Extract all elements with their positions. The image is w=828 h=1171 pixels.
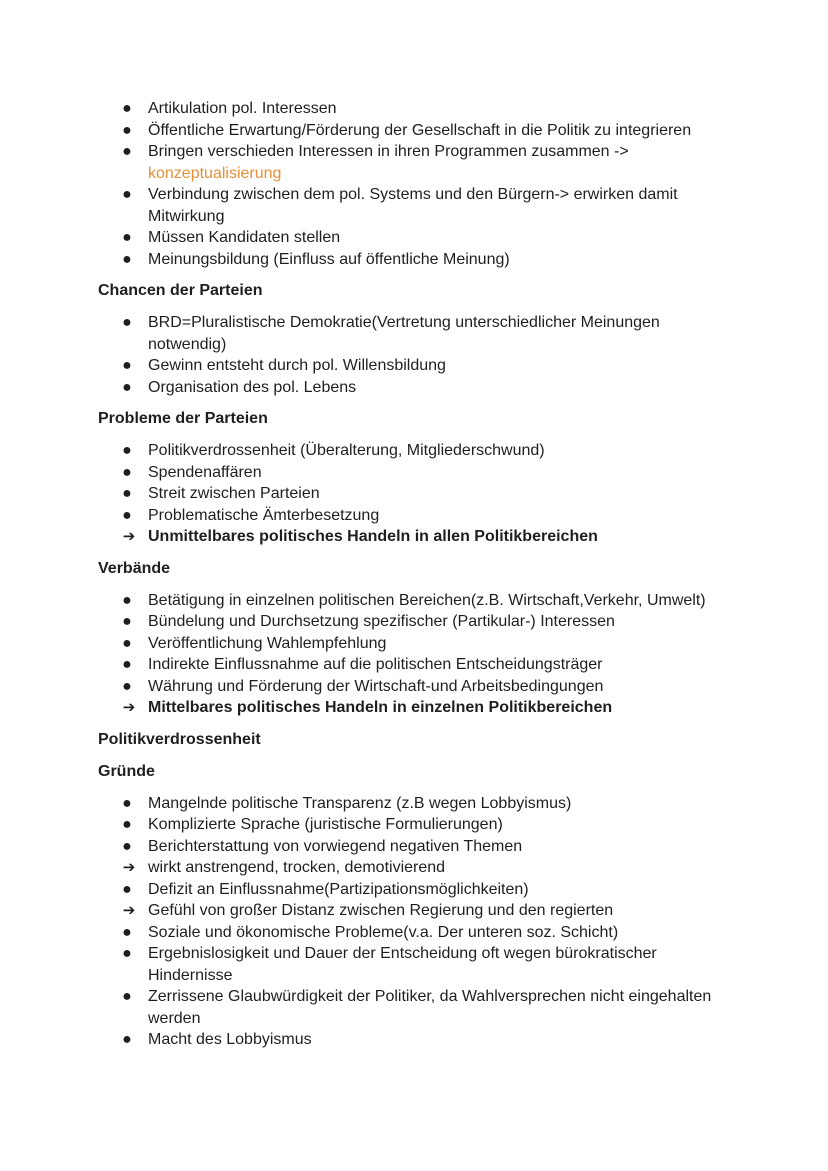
- bullet-icon: ●: [122, 143, 132, 160]
- chancen-list: [0, 312, 828, 398]
- heading-politikverdrossenheit: Politikverdrossenheit: [98, 730, 261, 748]
- list-item: [0, 814, 828, 836]
- list-item: [0, 654, 828, 676]
- heading-chancen: Chancen der Parteien: [98, 282, 263, 299]
- bullet-icon: ●: [122, 250, 132, 268]
- probleme-list: [0, 440, 828, 548]
- list-item-text: Betätigung in einzelnen politischen Bereichen(z.B. Wirtschaft,Verkehr, Umwelt): [148, 591, 706, 609]
- highlighted-term: konzeptualisierung: [148, 164, 282, 182]
- list-item: [0, 590, 828, 612]
- gruende-list: [0, 793, 828, 1051]
- heading-verbaende: Verbände: [98, 559, 171, 577]
- heading-gruende: Gründe: [98, 762, 155, 780]
- list-item-text: Bündelung und Durchsetzung spezifischer (Partikular-) Interessen: [148, 613, 615, 630]
- bullet-icon: ●: [122, 837, 132, 855]
- list-item-text: Meinungsbildung (Einfluss auf öffentliche Meinung): [148, 250, 510, 268]
- heading-probleme: Probleme der Parteien: [98, 410, 268, 427]
- list-item-text: Verbindung zwischen dem pol. Systems und den Bürgern-> erwirken damit Mitwirkung: [148, 186, 678, 225]
- list-item-text: Spendenaffären: [148, 463, 262, 481]
- list-item-text: Währung und Förderung der Wirtschaft-und Arbeitsbedingungen: [148, 677, 604, 695]
- arrow-icon: ➔: [122, 528, 136, 545]
- list-item: [0, 900, 828, 922]
- bullet-icon: ●: [122, 463, 132, 481]
- bullet-icon: ●: [122, 186, 132, 203]
- bullet-icon: ●: [122, 634, 132, 652]
- list-item: [0, 505, 828, 527]
- bullet-icon: ●: [122, 988, 132, 1005]
- list-item: [0, 1029, 828, 1051]
- bullet-icon: ●: [122, 816, 132, 833]
- verbaende-list: [0, 590, 828, 719]
- list-item: [0, 676, 828, 698]
- list-item: [0, 98, 828, 120]
- list-item-text: Artikulation pol. Interessen: [148, 100, 337, 117]
- list-item: [0, 355, 828, 377]
- bullet-icon: ●: [122, 677, 132, 695]
- list-item-text: Veröffentlichung Wahlempfehlung: [148, 634, 387, 652]
- list-item-text: Macht des Lobbyismus: [148, 1031, 312, 1048]
- list-item: [0, 120, 828, 142]
- bullet-icon: ●: [122, 880, 132, 898]
- bullet-icon: ●: [122, 923, 132, 941]
- bullet-icon: ●: [122, 613, 132, 630]
- list-item: [0, 227, 828, 249]
- bullet-icon: ●: [122, 357, 132, 374]
- list-item-text: Müssen Kandidaten stellen: [148, 229, 341, 246]
- list-item-text: Politikverdrossenheit (Überalterung, Mitgliederschwund): [148, 442, 545, 459]
- intro-list: [0, 98, 828, 270]
- list-item-text: Öffentliche Erwartung/Förderung der Gesellschaft in die Politik zu integrieren: [148, 121, 692, 139]
- list-item-text: Berichterstattung von vorwiegend negativen Themen: [148, 837, 523, 855]
- bullet-icon: ●: [122, 378, 132, 396]
- bullet-icon: ●: [122, 121, 132, 139]
- arrow-icon: ➔: [122, 859, 136, 876]
- bullet-icon: ●: [122, 945, 132, 962]
- list-item-text: BRD=Pluralistische Demokratie(Vertretung unterschiedlicher Meinungen notwendig): [148, 314, 660, 353]
- list-item-text: Mittelbares politisches Handeln in einzelnen Politikbereichen: [148, 699, 613, 716]
- list-item: [0, 986, 828, 1029]
- bullet-icon: ●: [122, 442, 132, 459]
- list-item-text: Streit zwischen Parteien: [148, 485, 320, 502]
- list-item: [0, 879, 828, 901]
- bullet-icon: ●: [122, 1031, 132, 1048]
- list-item: [0, 697, 828, 719]
- list-item-text: Indirekte Einflussnahme auf die politischen Entscheidungsträger: [148, 656, 603, 673]
- bullet-icon: ●: [122, 591, 132, 609]
- list-item: [0, 633, 828, 655]
- list-item: [0, 249, 828, 271]
- arrow-icon: ➔: [122, 902, 136, 919]
- list-item: [0, 922, 828, 944]
- list-item: [0, 184, 828, 227]
- bullet-icon: ●: [122, 794, 132, 812]
- list-item: [0, 526, 828, 548]
- list-item: [0, 836, 828, 858]
- bullet-icon: ●: [122, 314, 132, 331]
- arrow-icon: ➔: [122, 699, 136, 716]
- bullet-icon: ●: [122, 229, 132, 246]
- list-item-text: Soziale und ökonomische Probleme(v.a. Der unteren soz. Schicht): [148, 923, 619, 941]
- list-item-text: wirkt anstrengend, trocken, demotivierend: [148, 859, 446, 876]
- document-content: [0, 98, 828, 1051]
- list-item: [0, 943, 828, 986]
- bullet-icon: ●: [122, 656, 132, 673]
- list-item: [0, 141, 828, 184]
- list-item: [0, 483, 828, 505]
- bullet-icon: ●: [122, 100, 132, 117]
- list-item-text: Gefühl von großer Distanz zwischen Regierung und den regierten: [148, 902, 614, 919]
- list-item-text: Komplizierte Sprache (juristische Formulierungen): [148, 816, 503, 833]
- list-item: [0, 793, 828, 815]
- list-item-text: Gewinn entsteht durch pol. Willensbildung: [148, 357, 446, 374]
- list-item-text: Ergebnislosigkeit und Dauer der Entscheidung oft wegen bürokratischer Hindernisse: [148, 945, 657, 984]
- list-item: [0, 377, 828, 399]
- list-item-text: Bringen verschieden Interessen in ihren Programmen zusammen ->: [148, 143, 629, 160]
- list-item-text: Zerrissene Glaubwürdigkeit der Politiker, da Wahlversprechen nicht eingehalten werden: [148, 988, 712, 1027]
- list-item-text: Defizit an Einflussnahme(Partizipationsmöglichkeiten): [148, 880, 529, 898]
- list-item: [0, 312, 828, 355]
- list-item-text: Organisation des pol. Lebens: [148, 378, 357, 396]
- list-item: [0, 857, 828, 879]
- bullet-icon: ●: [122, 485, 132, 502]
- list-item: [0, 440, 828, 462]
- bullet-icon: ●: [122, 506, 132, 524]
- list-item-text: Mangelnde politische Transparenz (z.B wegen Lobbyismus): [148, 794, 572, 812]
- list-item-text: Unmittelbares politisches Handeln in allen Politikbereichen: [148, 528, 598, 545]
- list-item: [0, 462, 828, 484]
- list-item-text: Problematische Ämterbesetzung: [148, 506, 380, 524]
- list-item: [0, 611, 828, 633]
